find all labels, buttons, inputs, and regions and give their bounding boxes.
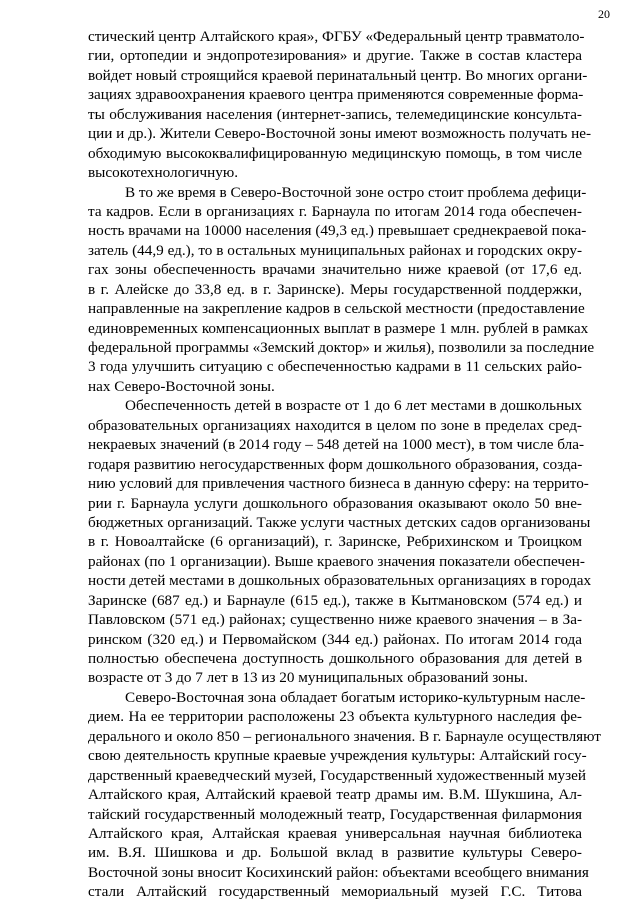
text-line: ты обслуживания населения (интернет-запись, телемедицинские консульта-: [88, 105, 582, 123]
text-line: Павловском (571 ед.) районах; существенно ниже краевого значения – в За-: [88, 611, 582, 629]
text-line: та кадров. Если в организациях г. Барнаула по итогам 2014 года обеспечен-: [88, 202, 582, 220]
text-line: свою деятельность крупные краевые учреждения культуры: Алтайский госу-: [88, 747, 587, 765]
text-line: в г. Новоалтайске (6 организаций), г. Заринске, Ребрихинском и Троицком: [88, 533, 582, 551]
text-line: тайский государственный молодежный театр, Государственная филармония: [88, 805, 582, 823]
text-line: высокотехнологичную.: [88, 164, 239, 182]
text-line: гии, ортопедии и эндопротезирования» и другие. Также в состав кластера: [88, 47, 582, 65]
text-line: образовательных организациях находится в целом по зоне в пределах сред-: [88, 416, 582, 434]
text-line: районах (по 1 организации). Выше краевого значения показатели обеспечен-: [88, 552, 585, 570]
text-line: некраевых значений (в 2014 году – 548 детей на 1000 мест), в том числе бла-: [88, 436, 585, 454]
paragraph: [88, 183, 595, 397]
text-line: Обеспеченность детей в возрасте от 1 до 6 лет местами в дошкольных: [125, 397, 582, 415]
text-line: в г. Алейске до 33,8 ед. в г. Заринске). Меры государственной поддержки,: [88, 280, 582, 298]
text-line: Заринске (687 ед.) и Барнауле (615 ед.), также в Кытмановском (574 ед.) и: [88, 591, 582, 609]
text-line: единовременных компенсационных выплат в размере 1 млн. рублей в рамках: [88, 319, 589, 337]
text-line: рии г. Барнаула услуги дошкольного образования оказывают около 50 вне-: [88, 494, 582, 512]
text-line: войдет новый строящийся краевой перинатальный центр. Во многих органи-: [88, 66, 588, 84]
text-line: полностью обеспечена доступность дошкольного образования для детей в: [88, 650, 582, 667]
paragraph: [88, 27, 592, 183]
text-line: дарственный краеведческий музей, Государственный художественный музей: [88, 766, 586, 784]
text-line: ности детей местами в дошкольных образовательных организациях в городах: [88, 572, 592, 590]
text-line: Алтайского края, Алтайская краевая универсальная научная библиотека: [88, 824, 582, 842]
paragraph: [88, 688, 601, 902]
text-line: ции и др.). Жители Северо-Восточной зоны имеют возможность получать не-: [88, 125, 592, 143]
document-body: [88, 27, 601, 902]
text-line: стали Алтайский государственный мемориальный музей Г.С. Титова: [88, 883, 582, 901]
paragraph: [88, 396, 592, 688]
text-line: направленные на закрепление кадров в сельской местности (предоставление: [88, 300, 585, 318]
text-line: Северо-Восточная зона обладает богатым историко-культурным насле-: [125, 688, 586, 706]
text-line: годаря развитию негосударственных форм дошкольного образования, созда-: [88, 455, 583, 473]
text-line: дерального и около 850 – регионального значения. В г. Барнауле осуществляют: [88, 727, 601, 745]
text-line: федеральной программы «Земский доктор» и жилья), позволили за последние: [88, 339, 595, 356]
text-line: ность врачами на 10000 населения (49,3 ед.) превышает среднекраевой пока-: [88, 222, 587, 240]
text-line: Восточной зоны вносит Косихинский район: объектами всеобщего внимания: [88, 863, 589, 881]
text-line: 3 года улучшить ситуацию с обеспеченностью кадрами в 11 сельских райо-: [88, 358, 582, 376]
text-line: бюджетных организаций. Также услуги частных детских садов организованы: [88, 513, 591, 531]
text-line: ринском (320 ед.) и Первомайском (344 ед.) районах. По итогам 2014 года: [88, 630, 582, 648]
text-line: нию условий для привлечения частного бизнеса в данную сферу: на террито-: [88, 475, 589, 493]
text-line: гах зоны обеспеченность врачами значительно ниже краевой (от 17,6 ед.: [88, 261, 582, 279]
text-line: стический центр Алтайского края», ФГБУ «Федеральный центр травматоло-: [88, 28, 585, 45]
text-line: обходимую высококвалифицированную медицинскую помощь, в том числе: [88, 144, 582, 162]
text-line: Алтайского края, Алтайский краевой театр драмы им. В.М. Шукшина, Ал-: [88, 786, 582, 804]
text-line: зациях здравоохранения краевого центра применяются современные форма-: [88, 86, 584, 104]
text-line: В то же время в Северо-Восточной зоне остро стоит проблема дефици-: [125, 183, 587, 201]
text-line: нах Северо-Восточной зоны.: [88, 377, 275, 395]
text-line: им. В.Я. Шишкова и др. Большой вклад в развитие культуры Северо-: [88, 844, 582, 862]
page-number: 20: [598, 7, 610, 21]
text-line: возрасте от 3 до 7 лет в 13 из 20 муниципальных образований зоны.: [88, 669, 528, 687]
text-line: дием. На ее территории расположены 23 объекта культурного наследия фе-: [88, 708, 582, 726]
text-line: затель (44,9 ед.), то в остальных муниципальных районах и городских окру-: [88, 241, 582, 259]
